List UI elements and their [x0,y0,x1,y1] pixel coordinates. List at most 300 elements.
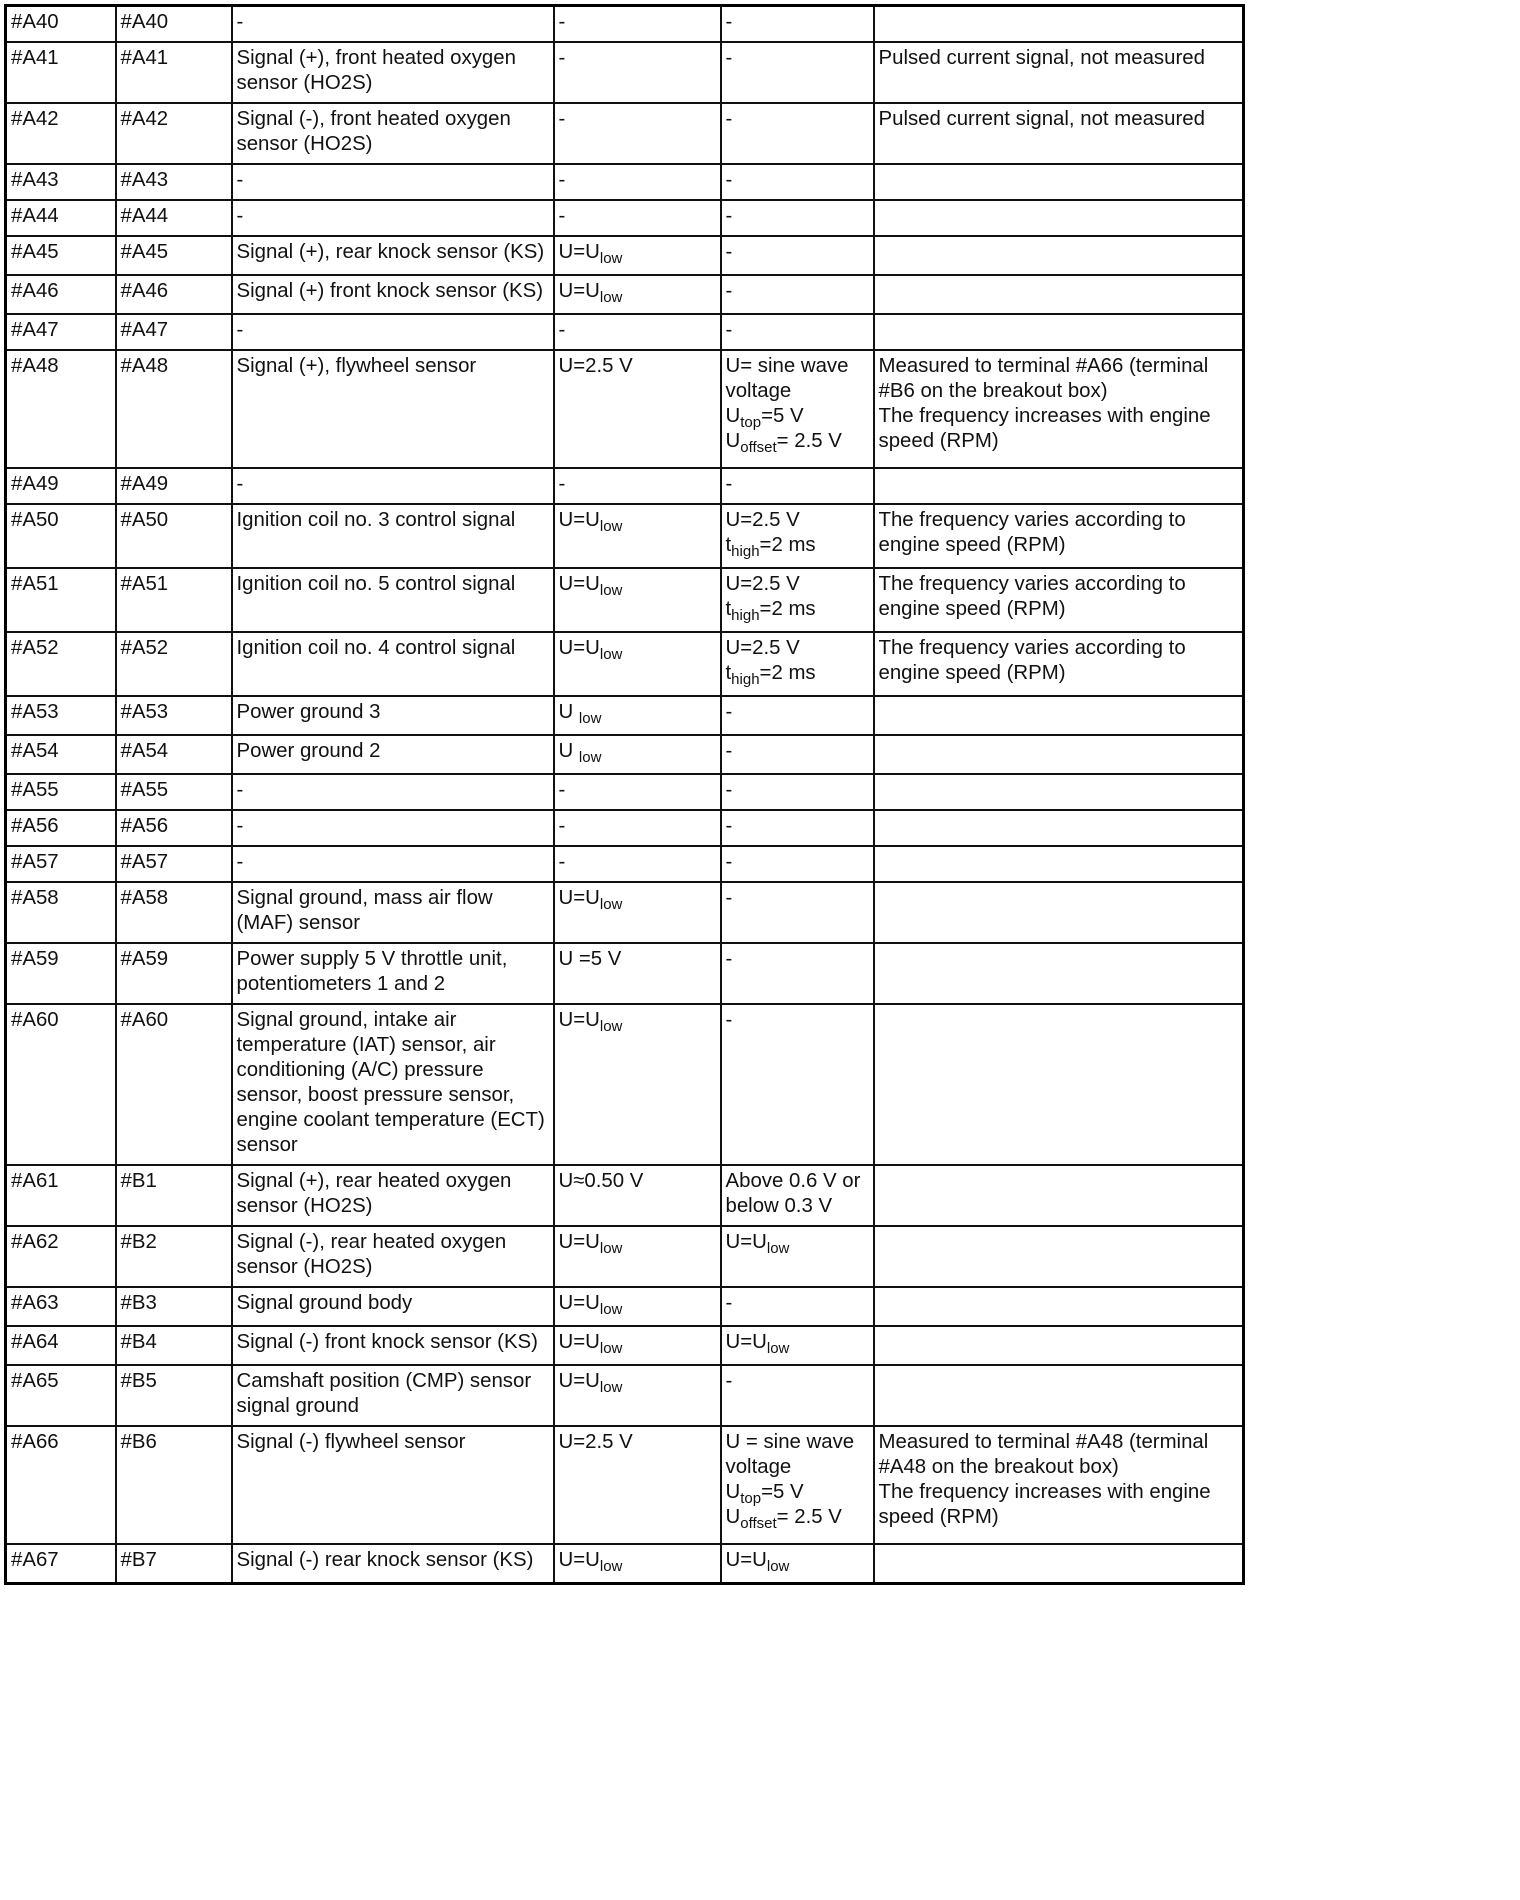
cell-value-ignition-on [554,774,721,810]
value-text: - [725,205,733,227]
cell-breakout-box-terminal: #A58 [116,882,232,943]
cell-terminal: #A59 [6,943,116,1004]
text-line: The frequency increases with engine [878,405,1211,427]
value-line [726,778,869,803]
cell-note [874,350,1244,468]
cell-breakout-box-terminal: #A55 [116,774,232,810]
value-subscript: high [731,671,760,688]
value-text: voltage [725,1456,792,1478]
value-line [559,107,716,132]
value-text: U [725,1506,741,1528]
value-text: U=U [725,1549,767,1571]
cell-breakout-box-terminal: #A43 [116,164,232,200]
value-line [726,472,869,497]
table-row [6,42,1244,103]
text-line: Signal (-) rear knock sensor (KS) [236,1549,534,1571]
cell-value-ignition-on [554,696,721,735]
text-line: Signal (-), rear heated oxygen [236,1231,507,1253]
cell-note [874,1426,1244,1544]
value-line [726,1169,869,1194]
text-line: Signal (+), rear knock sensor (KS) [236,241,545,263]
cell-value-engine-running [721,882,874,943]
value-text: - [725,11,733,33]
cell-value-engine-running [721,1226,874,1287]
value-text: U=U [558,280,600,302]
table-row [6,468,1244,504]
cell-description [232,568,554,632]
text-line: - [236,169,244,191]
cell-value-ignition-on [554,350,721,468]
cell-description [232,943,554,1004]
cell-note [874,1544,1244,1583]
cell-note [874,774,1244,810]
table-row [6,632,1244,696]
value-subscript: low [599,250,623,267]
value-suffix: =5 V [761,405,804,427]
cell-description [232,1326,554,1365]
value-line [559,1230,716,1255]
value-line [726,1008,869,1033]
cell-description [232,200,554,236]
table-row [6,1544,1244,1583]
table-row [6,774,1244,810]
cell-breakout-box-terminal: #A44 [116,200,232,236]
value-line [726,1291,869,1316]
value-line [726,1430,869,1455]
cell-description [232,504,554,568]
value-text: U= sine wave [725,355,849,377]
cell-value-engine-running [721,1287,874,1326]
cell-terminal: #A61 [6,1165,116,1226]
text-line: Signal (+), rear heated oxygen [236,1170,512,1192]
cell-value-engine-running [721,735,874,774]
cell-breakout-box-terminal: #B5 [116,1365,232,1426]
value-line [559,472,716,497]
cell-value-ignition-on [554,632,721,696]
value-text: - [558,815,566,837]
value-text: U=U [558,1370,600,1392]
cell-value-engine-running [721,632,874,696]
value-subscript: low [578,749,602,766]
value-line [726,947,869,972]
cell-value-engine-running [721,504,874,568]
cell-value-ignition-on [554,6,721,43]
value-text: U≈0.50 V [558,1170,644,1192]
cell-description [232,468,554,504]
cell-note [874,103,1244,164]
value-subscript: low [599,1018,623,1035]
cell-value-engine-running [721,943,874,1004]
cell-note [874,468,1244,504]
value-text: - [558,473,566,495]
cell-value-engine-running [721,696,874,735]
value-line [726,107,869,132]
cell-description [232,696,554,735]
value-line [559,778,716,803]
cell-terminal: #A64 [6,1326,116,1365]
value-line [559,1291,716,1316]
value-line [559,636,716,661]
cell-description [232,735,554,774]
cell-value-ignition-on [554,314,721,350]
cell-value-engine-running [721,236,874,275]
cell-value-engine-running [721,200,874,236]
cell-description [232,275,554,314]
text-line: Signal (+), front heated oxygen [236,47,516,69]
cell-value-engine-running [721,1544,874,1583]
text-line: - [236,473,244,495]
value-text: U=U [558,1331,600,1353]
cell-note [874,882,1244,943]
value-text: - [725,1370,733,1392]
value-text: U=U [725,1331,767,1353]
value-line [726,814,869,839]
cell-terminal: #A53 [6,696,116,735]
value-line [726,597,869,622]
cell-value-engine-running [721,314,874,350]
value-text: Above 0.6 V or [725,1170,861,1192]
cell-terminal: #A56 [6,810,116,846]
value-suffix: =2 ms [759,598,816,620]
cell-breakout-box-terminal: #B6 [116,1426,232,1544]
value-text: U=U [558,1231,600,1253]
value-text: - [558,11,566,33]
cell-description [232,350,554,468]
cell-breakout-box-terminal: #A42 [116,103,232,164]
value-text: U=U [558,573,600,595]
cell-note [874,164,1244,200]
value-line [559,947,716,972]
text-line: #B6 on the breakout box) [878,380,1108,402]
value-text: U=U [558,241,600,263]
cell-terminal: #A43 [6,164,116,200]
cell-description [232,164,554,200]
table-row [6,200,1244,236]
cell-value-engine-running [721,350,874,468]
text-line: potentiometers 1 and 2 [236,973,446,995]
value-line [726,636,869,661]
cell-description [232,6,554,43]
cell-value-engine-running [721,164,874,200]
value-text: U =5 V [558,948,622,970]
cell-note [874,846,1244,882]
text-line: Measured to terminal #A48 (terminal [878,1431,1209,1453]
cell-description [232,810,554,846]
cell-breakout-box-terminal: #A45 [116,236,232,275]
cell-terminal: #A50 [6,504,116,568]
cell-terminal: #A52 [6,632,116,696]
value-text: - [725,851,733,873]
value-subscript: low [599,1340,623,1357]
text-line: (MAF) sensor [236,912,360,934]
table-row [6,943,1244,1004]
table-row [6,1326,1244,1365]
table-row [6,1426,1244,1544]
cell-breakout-box-terminal: #A47 [116,314,232,350]
value-text: - [725,1292,733,1314]
text-line: - [236,11,244,33]
cell-note [874,314,1244,350]
table-row [6,275,1244,314]
cell-breakout-box-terminal: #A46 [116,275,232,314]
cell-breakout-box-terminal: #A48 [116,350,232,468]
value-text: - [725,1009,733,1031]
value-subscript: low [578,710,602,727]
value-subscript: high [731,607,760,624]
cell-breakout-box-terminal: #A54 [116,735,232,774]
table-row [6,164,1244,200]
cell-description [232,103,554,164]
terminal-table [4,4,1245,1585]
table-row [6,1004,1244,1165]
table-row [6,735,1244,774]
cell-breakout-box-terminal: #B4 [116,1326,232,1365]
value-line [559,886,716,911]
cell-breakout-box-terminal: #A41 [116,42,232,103]
value-text: below 0.3 V [725,1195,833,1217]
text-line: sensor, boost pressure sensor, [236,1084,515,1106]
value-text: t [725,598,732,620]
cell-breakout-box-terminal: #A40 [116,6,232,43]
value-subscript: low [599,582,623,599]
cell-value-ignition-on [554,735,721,774]
value-text: - [725,701,733,723]
value-text: U=U [558,637,600,659]
text-line: sensor (HO2S) [236,133,373,155]
value-line [726,429,869,454]
value-text: - [558,779,566,801]
value-text: t [725,534,732,556]
value-text: - [725,280,733,302]
value-line [726,318,869,343]
value-line [726,850,869,875]
cell-value-ignition-on [554,1426,721,1544]
cell-breakout-box-terminal: #A57 [116,846,232,882]
cell-description [232,846,554,882]
value-text: U [558,740,579,762]
cell-note [874,696,1244,735]
cell-breakout-box-terminal: #B3 [116,1287,232,1326]
cell-value-ignition-on [554,1165,721,1226]
value-line [559,168,716,193]
value-line [726,1548,869,1573]
text-line: Signal (-) flywheel sensor [236,1431,466,1453]
cell-breakout-box-terminal: #A56 [116,810,232,846]
value-line [559,814,716,839]
cell-note [874,236,1244,275]
cell-note [874,275,1244,314]
value-subscript: low [766,1558,790,1575]
text-line: The frequency varies according to [878,637,1186,659]
text-line: sensor [236,1134,298,1156]
value-text: U=2.5 V [725,573,800,595]
text-line: Camshaft position (CMP) sensor [236,1370,532,1392]
value-line [559,46,716,71]
cell-note [874,1226,1244,1287]
table-row [6,810,1244,846]
value-text: U [725,405,741,427]
value-line [559,508,716,533]
cell-value-ignition-on [554,882,721,943]
value-line [559,204,716,229]
text-line: sensor (HO2S) [236,1256,373,1278]
text-line: - [236,205,244,227]
value-line [559,739,716,764]
cell-breakout-box-terminal: #B7 [116,1544,232,1583]
cell-note [874,1287,1244,1326]
value-subscript: low [599,1301,623,1318]
cell-terminal: #A62 [6,1226,116,1287]
value-line [726,240,869,265]
cell-value-engine-running [721,1426,874,1544]
table-row [6,314,1244,350]
value-text: - [725,740,733,762]
value-line [726,1505,869,1530]
value-subscript: top [740,1490,762,1507]
text-line: - [236,851,244,873]
value-line [559,318,716,343]
value-line [726,1480,869,1505]
value-text: U = sine wave [725,1431,855,1453]
cell-value-ignition-on [554,504,721,568]
cell-breakout-box-terminal: #B2 [116,1226,232,1287]
value-line [559,1369,716,1394]
cell-note [874,504,1244,568]
cell-terminal: #A66 [6,1426,116,1544]
cell-terminal: #A49 [6,468,116,504]
text-line: Signal (-), front heated oxygen [236,108,511,130]
value-suffix: = 2.5 V [776,1506,842,1528]
cell-value-ignition-on [554,1544,721,1583]
text-line: conditioning (A/C) pressure [236,1059,484,1081]
value-text: - [725,948,733,970]
cell-description [232,882,554,943]
value-line [559,354,716,379]
table-row [6,882,1244,943]
cell-breakout-box-terminal: #A49 [116,468,232,504]
text-line: Signal (+), flywheel sensor [236,355,477,377]
text-line: sensor (HO2S) [236,1195,373,1217]
table-row [6,103,1244,164]
value-text: - [558,47,566,69]
cell-value-engine-running [721,568,874,632]
value-text: - [558,319,566,341]
cell-note [874,6,1244,43]
value-subscript: low [766,1240,790,1257]
value-line [726,279,869,304]
text-line: sensor (HO2S) [236,72,373,94]
value-subscript: low [599,646,623,663]
cell-terminal: #A57 [6,846,116,882]
cell-value-ignition-on [554,1004,721,1165]
value-line [559,1548,716,1573]
value-line [559,700,716,725]
cell-value-ignition-on [554,1326,721,1365]
value-subscript: low [766,1340,790,1357]
value-line [726,404,869,429]
cell-note [874,1004,1244,1165]
text-line: #A48 on the breakout box) [878,1456,1119,1478]
value-line [726,168,869,193]
value-text: - [558,169,566,191]
cell-note [874,632,1244,696]
text-line: The frequency varies according to [878,573,1186,595]
text-line: Pulsed current signal, not measured [878,47,1205,69]
text-line: The frequency varies according to [878,509,1186,531]
cell-breakout-box-terminal: #A59 [116,943,232,1004]
value-line [726,700,869,725]
cell-value-ignition-on [554,103,721,164]
text-line: Signal (+) front knock sensor (KS) [236,280,544,302]
value-line [726,354,869,379]
value-line [726,1330,869,1355]
terminal-table-body [6,6,1244,1584]
value-line [559,1330,716,1355]
cell-terminal: #A48 [6,350,116,468]
text-line: Signal ground, mass air flow [236,887,493,909]
cell-terminal: #A63 [6,1287,116,1326]
value-subscript: low [599,896,623,913]
cell-value-ignition-on [554,1287,721,1326]
value-line [726,533,869,558]
text-line: Power ground 3 [236,701,381,723]
cell-note [874,810,1244,846]
value-text: - [725,108,733,130]
text-line: engine speed (RPM) [878,598,1066,620]
cell-description [232,1365,554,1426]
value-text: U=U [558,509,600,531]
value-line [559,10,716,35]
text-line: Ignition coil no. 4 control signal [236,637,516,659]
text-line: Power supply 5 V throttle unit, [236,948,508,970]
cell-terminal: #A65 [6,1365,116,1426]
cell-value-ignition-on [554,42,721,103]
cell-value-engine-running [721,1004,874,1165]
text-line: engine coolant temperature (ECT) [236,1109,545,1131]
cell-value-ignition-on [554,275,721,314]
cell-description [232,1426,554,1544]
value-subscript: low [599,1558,623,1575]
text-line: speed (RPM) [878,430,999,452]
cell-breakout-box-terminal: #A53 [116,696,232,735]
value-subscript: top [740,414,762,431]
text-line: speed (RPM) [878,1506,999,1528]
value-line [726,1455,869,1480]
cell-breakout-box-terminal: #A52 [116,632,232,696]
cell-terminal: #A42 [6,103,116,164]
cell-note [874,200,1244,236]
table-row [6,1287,1244,1326]
table-row [6,236,1244,275]
text-line: signal ground [236,1395,359,1417]
cell-value-ignition-on [554,236,721,275]
text-line: Measured to terminal #A66 (terminal [878,355,1209,377]
value-subscript: low [599,518,623,535]
value-text: - [725,887,733,909]
value-text: U=U [558,1549,600,1571]
value-text: U=U [558,1292,600,1314]
text-line: Power ground 2 [236,740,381,762]
value-line [726,1194,869,1219]
table-row [6,846,1244,882]
value-text: - [725,779,733,801]
cell-terminal: #A55 [6,774,116,810]
cell-terminal: #A47 [6,314,116,350]
cell-value-engine-running [721,103,874,164]
cell-value-ignition-on [554,810,721,846]
cell-terminal: #A67 [6,1544,116,1583]
cell-value-ignition-on [554,568,721,632]
